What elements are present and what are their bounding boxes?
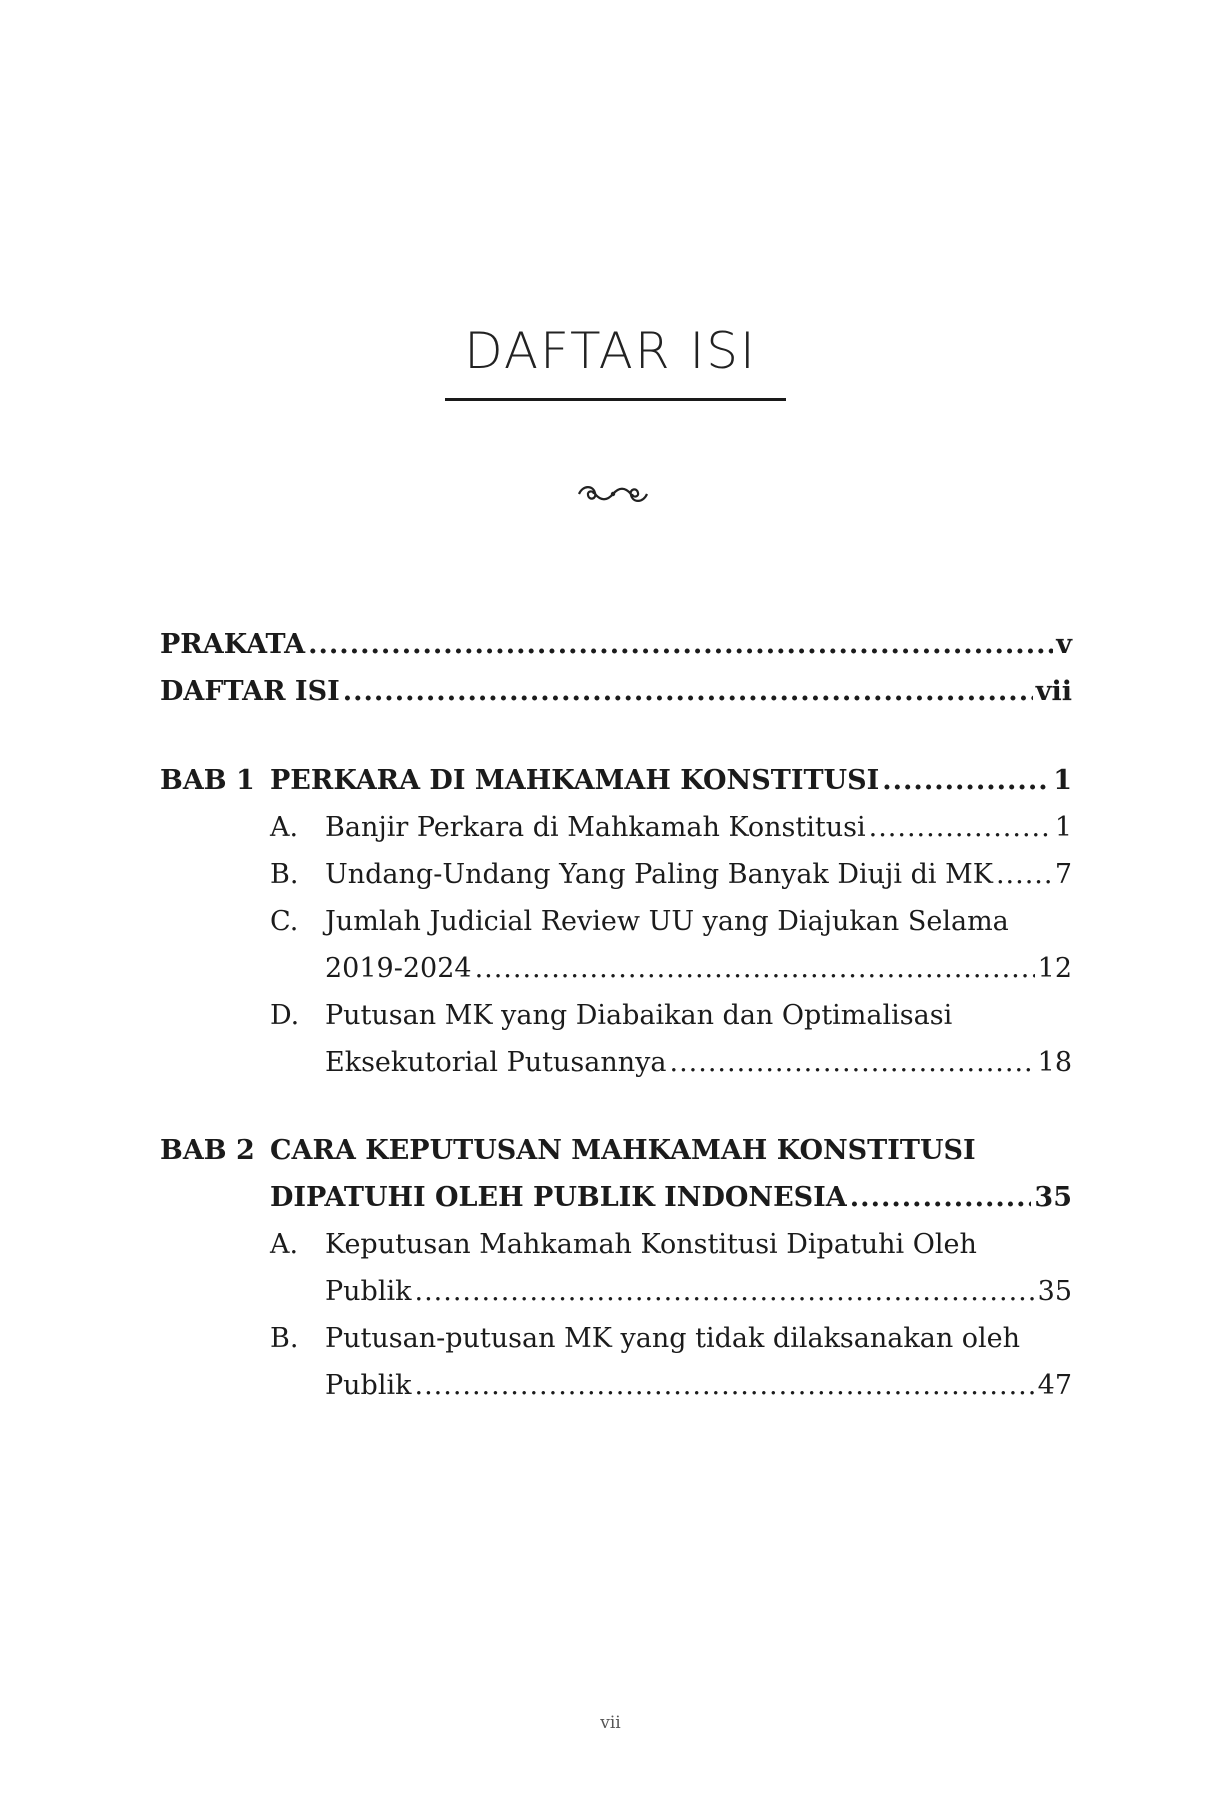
toc-label-line[interactable]: Putusan-putusan MK yang tidak dilaksanakan oleh: [325, 1323, 1021, 1354]
leader-dots: [869, 808, 1052, 848]
leader-dots: [308, 625, 1053, 665]
toc-entry-1c[interactable]: [325, 949, 1072, 989]
toc-label: 2019-2024: [325, 953, 472, 984]
leader-dots: [882, 761, 1050, 801]
toc-page: 18: [1037, 1047, 1072, 1078]
toc-entry-daftar-isi[interactable]: [160, 672, 1072, 712]
toc-label: Undang-Undang Yang Paling Banyak Diuji di MK: [325, 859, 993, 890]
toc-page: 12: [1037, 953, 1072, 984]
title-underline: [445, 398, 786, 401]
toc-label: DAFTAR ISI: [160, 676, 340, 707]
toc-label: PRAKATA: [160, 629, 306, 660]
leader-dots: [850, 1178, 1032, 1218]
chapter-number: BAB 1: [160, 765, 255, 796]
leader-dots: [475, 949, 1035, 989]
toc-page: 35: [1034, 1182, 1072, 1213]
toc-page: 1: [1053, 765, 1072, 796]
leader-dots: [996, 855, 1052, 895]
leader-dots: [414, 1366, 1034, 1406]
leader-dots: [414, 1272, 1034, 1312]
toc-entry-chapter-1[interactable]: [270, 761, 1072, 801]
toc-entry-1d[interactable]: [325, 1043, 1072, 1083]
toc-page: 1: [1054, 812, 1072, 843]
toc-entry-prakata[interactable]: [160, 625, 1072, 665]
page-number: vii: [600, 1713, 621, 1733]
toc-label: PERKARA DI MAHKAMAH KONSTITUSI: [270, 765, 880, 796]
toc-label: Publik: [325, 1370, 412, 1401]
section-letter: C.: [270, 906, 299, 937]
section-letter: A.: [270, 812, 299, 843]
toc-label: DIPATUHI OLEH PUBLIK INDONESIA: [270, 1182, 847, 1213]
ornament-flourish-icon: [573, 479, 653, 509]
chapter-number: BAB 2: [160, 1135, 255, 1166]
toc-entry-2a[interactable]: [325, 1272, 1072, 1312]
leader-dots: [670, 1043, 1035, 1083]
toc-label: Eksekutorial Putusannya: [325, 1047, 667, 1078]
toc-page: 47: [1037, 1370, 1072, 1401]
toc-label: Banjir Perkara di Mahkamah Konstitusi: [325, 812, 866, 843]
page-title: DAFTAR ISI: [464, 322, 757, 380]
toc-page: 35: [1037, 1276, 1072, 1307]
leader-dots: [343, 672, 1033, 712]
toc-entry-chapter-2[interactable]: [270, 1178, 1072, 1218]
toc-page: 7: [1054, 859, 1072, 890]
toc-page: vii: [1035, 676, 1072, 707]
toc-label-line[interactable]: CARA KEPUTUSAN MAHKAMAH KONSTITUSI: [270, 1135, 976, 1166]
toc-entry-1b[interactable]: [325, 855, 1072, 895]
section-letter: D.: [270, 1000, 300, 1031]
toc-label-line[interactable]: Keputusan Mahkamah Konstitusi Dipatuhi Oleh: [325, 1229, 977, 1260]
section-letter: B.: [270, 1323, 299, 1354]
section-letter: A.: [270, 1229, 299, 1260]
toc-entry-1a[interactable]: [325, 808, 1072, 848]
section-letter: B.: [270, 859, 299, 890]
toc-label: Publik: [325, 1276, 412, 1307]
toc-page: v: [1056, 629, 1072, 660]
toc-entry-2b[interactable]: [325, 1366, 1072, 1406]
toc-label-line[interactable]: Jumlah Judicial Review UU yang Diajukan Selama: [325, 906, 1009, 937]
toc-label-line[interactable]: Putusan MK yang Diabaikan dan Optimalisasi: [325, 1000, 953, 1031]
